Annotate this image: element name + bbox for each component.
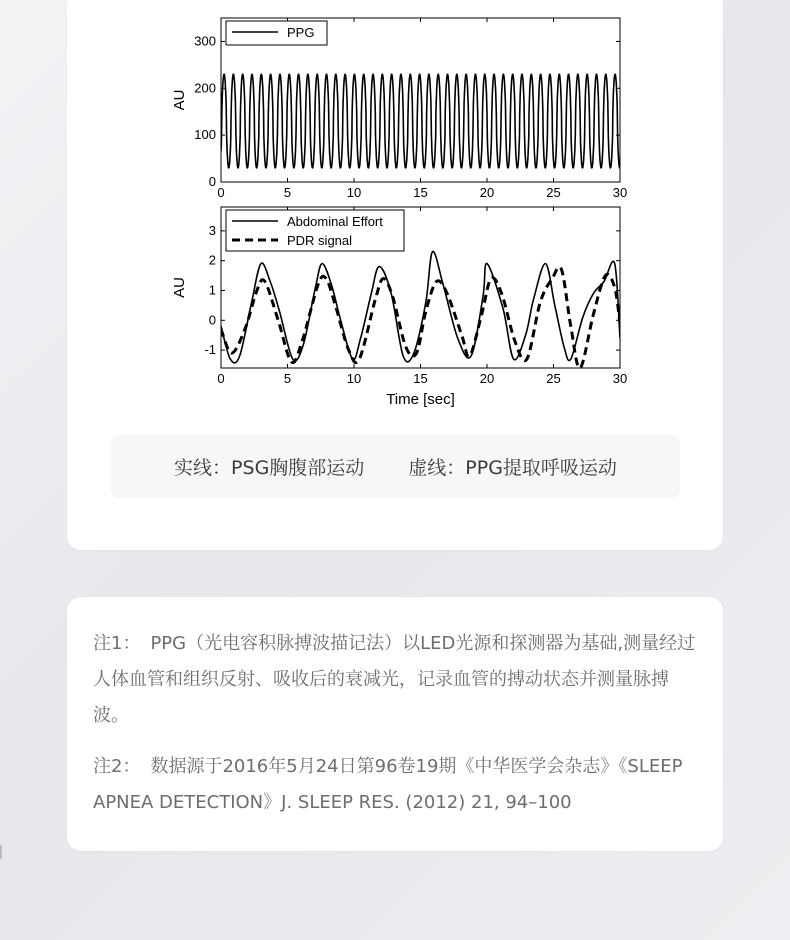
x-tick-label: 10	[346, 371, 362, 386]
x-tick-label: 15	[413, 185, 428, 200]
note-2	[93, 749, 698, 821]
legend-label: PDR signal	[287, 233, 353, 248]
y-tick-label: 3	[208, 222, 216, 238]
note-2-text: 数据源于2016年5月24日第96卷19期《中华医学会杂志》《SLEEP APNEA DETECTION》J. SLEEP RES. (2012) 21, 94–100	[93, 756, 683, 813]
x-tick-label: 30	[612, 371, 628, 386]
x-axis-label: Time [sec]	[386, 391, 455, 408]
note-1-text: PPG（光电容积脉搏波描记法）以LED光源和探测器为基础,测量经过人体血管和组织反射、吸收后的衰减光，记录血管的搏动状态并测量脉搏波。	[93, 633, 696, 726]
x-tick-label: 15	[413, 371, 428, 386]
note-1	[93, 626, 698, 734]
legend-label: PPG	[287, 25, 315, 40]
y-tick-label: 2	[208, 252, 216, 268]
x-tick-label: 30	[612, 185, 628, 200]
x-tick-label: 0	[217, 371, 225, 386]
solid-line-caption: 实线：PSG胸腹部运动	[174, 457, 365, 479]
y-axis-label: AU	[171, 277, 188, 298]
x-tick-label: 0	[217, 185, 225, 200]
legend-label: Abdominal Effort	[287, 214, 383, 229]
y-tick-label: 1	[208, 282, 216, 298]
x-tick-label: 5	[283, 185, 292, 200]
y-axis-label: AU	[171, 89, 188, 111]
dashed-line-caption: 虚线：PPG提取呼吸运动	[408, 457, 617, 479]
x-tick-label: 20	[479, 185, 495, 200]
note-1-label: 注1：	[93, 633, 141, 654]
ppg-respiration-chart	[0, 0, 790, 420]
edge-marker	[0, 845, 2, 859]
x-tick-label: 20	[479, 371, 495, 386]
y-tick-label: 100	[194, 127, 216, 143]
x-tick-label: 10	[346, 185, 362, 200]
y-tick-label: 200	[194, 80, 216, 96]
y-tick-label: 0	[208, 174, 216, 189]
y-tick-label: -1	[204, 342, 216, 358]
x-tick-label: 5	[283, 371, 292, 386]
note-2-label: 注2：	[93, 756, 141, 777]
y-tick-label: 300	[194, 33, 216, 49]
y-tick-label: 0	[208, 312, 216, 328]
line-style-caption	[111, 435, 680, 498]
x-tick-label: 25	[546, 185, 561, 200]
x-tick-label: 25	[546, 371, 561, 386]
